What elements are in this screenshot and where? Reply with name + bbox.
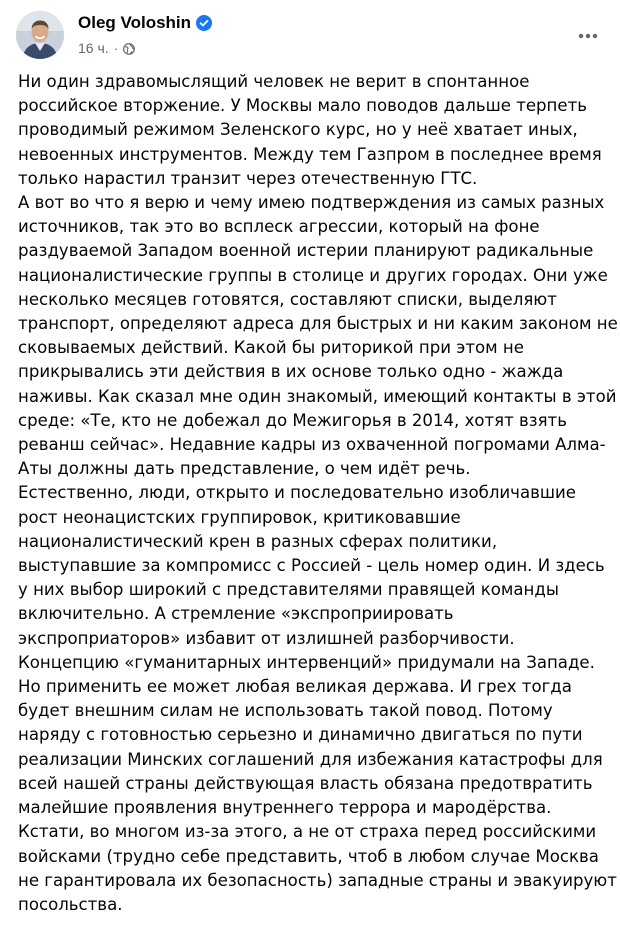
post-text-line: войсками (трудно себе представить, чтоб в любом случае Москва xyxy=(18,846,599,866)
post-text-line: рост неонацистских группировок, критиковавшие xyxy=(18,507,461,527)
more-options-icon xyxy=(578,26,598,44)
post-text-line: транспорт, определяют адреса для быстрых и ни каким законом не xyxy=(18,314,618,334)
globe-icon[interactable] xyxy=(123,42,135,54)
post-header xyxy=(16,11,604,59)
post-text-line: Аты должны дать представление, о чем идёт речь. xyxy=(18,459,471,479)
verified-badge-icon xyxy=(196,15,212,31)
post-text-line: среде: «Те, кто не добежал до Межигорья в 2014, хотят взять xyxy=(18,410,567,430)
post-text-line: только нарастил транзит через отечественную ГТС. xyxy=(18,168,478,188)
post-text-line: малейшие проявления внутреннего террора и мародёрства. xyxy=(18,798,552,818)
post-text-line: российское вторжение. У Москвы мало поводов дальше терпеть xyxy=(18,96,587,116)
post-text-line: невоенных инструментов. Между тем Газпром в последнее время xyxy=(18,144,602,164)
post-paragraph xyxy=(18,481,610,650)
post-meta xyxy=(78,12,212,57)
avatar-image xyxy=(16,11,64,59)
post-paragraph xyxy=(18,70,610,191)
post-text-line: всей нашей страны действующая власть обязана предотвратить xyxy=(18,773,593,793)
post-subtitle xyxy=(78,39,212,57)
post-text-line: раздуваемой Западом военной истерии планируют радикальные xyxy=(18,241,594,261)
post-text-line: включительно. А стремление «экспроприировать xyxy=(18,604,454,624)
post-timestamp[interactable]: 16 ч. xyxy=(78,40,109,56)
post-paragraph xyxy=(18,820,617,917)
post-text-line: наживы. Как сказал мне один знакомый, имеющий контакты в этой xyxy=(18,386,617,406)
post-text-line: источников, так это во всплеск агрессии, который на фоне xyxy=(18,217,540,237)
post-text-line: экспроприаторов» избавит от излишней разборчивости. xyxy=(18,628,515,648)
post-text-line: будет внешним силам не использовать такой повод. Потому xyxy=(18,701,553,721)
post-paragraph xyxy=(18,191,618,481)
post-text-line: наряду с готовностью серьезно и динамично двигаться по пути xyxy=(18,725,583,745)
post-text-line: не гарантировала их безопасность) западные страны и эвакуируют xyxy=(18,870,617,890)
post-text-line: сковываемых действий. Какой бы риторикой при этом не xyxy=(18,338,524,358)
post-text-line: несколько месяцев готовятся, составляют списки, выделяют xyxy=(18,289,557,309)
post-text-line: прикрывались эти действия в их основе только одно - жажда xyxy=(18,362,564,382)
author-row xyxy=(78,12,212,34)
post-text-line: националистические группы в столице и других городах. Они уже xyxy=(18,265,608,285)
post-body-text xyxy=(18,70,618,917)
post-text-line: А вот во что я верю и чему имею подтверждения из самых разных xyxy=(18,193,605,213)
post-text-line: Но применить ее может любая великая держава. И грех тогда xyxy=(18,677,572,697)
author-name[interactable]: Oleg Voloshin xyxy=(78,13,192,32)
post-text-line: Естественно, люди, открыто и последовательно изобличавшие xyxy=(18,483,576,503)
post-text-line: Кстати, во многом из-за этого, а не от страха перед российскими xyxy=(18,822,597,842)
post-paragraph xyxy=(18,651,610,820)
more-options-button[interactable] xyxy=(572,19,604,51)
post-text-line: Ни один здравомыслящий человек не верит в спонтанное xyxy=(18,72,530,91)
post-text-line: посольства. xyxy=(18,894,123,914)
post-text-line: реализации Минских соглашений для избежания катастрофы для xyxy=(18,749,603,769)
post-text-line: проводимый режимом Зеленского курс, но у неё хватает иных, xyxy=(18,120,578,140)
post-text-line: националистический крен в разных сферах политики, xyxy=(18,531,498,551)
post-text-line: выступавшие за компромисс с Россией - цель номер один. И здесь xyxy=(18,556,605,576)
post-text-line: реванш сейчас». Недавние кадры из охваченной погромами Алма- xyxy=(18,435,606,455)
separator-dot: · xyxy=(113,40,119,56)
post-text-line: у них выбор широкий с представителями правящей команды xyxy=(18,580,559,600)
author-avatar[interactable] xyxy=(16,11,64,59)
post-text-line: Концепцию «гуманитарных интервенций» придумали на Западе. xyxy=(18,652,595,672)
